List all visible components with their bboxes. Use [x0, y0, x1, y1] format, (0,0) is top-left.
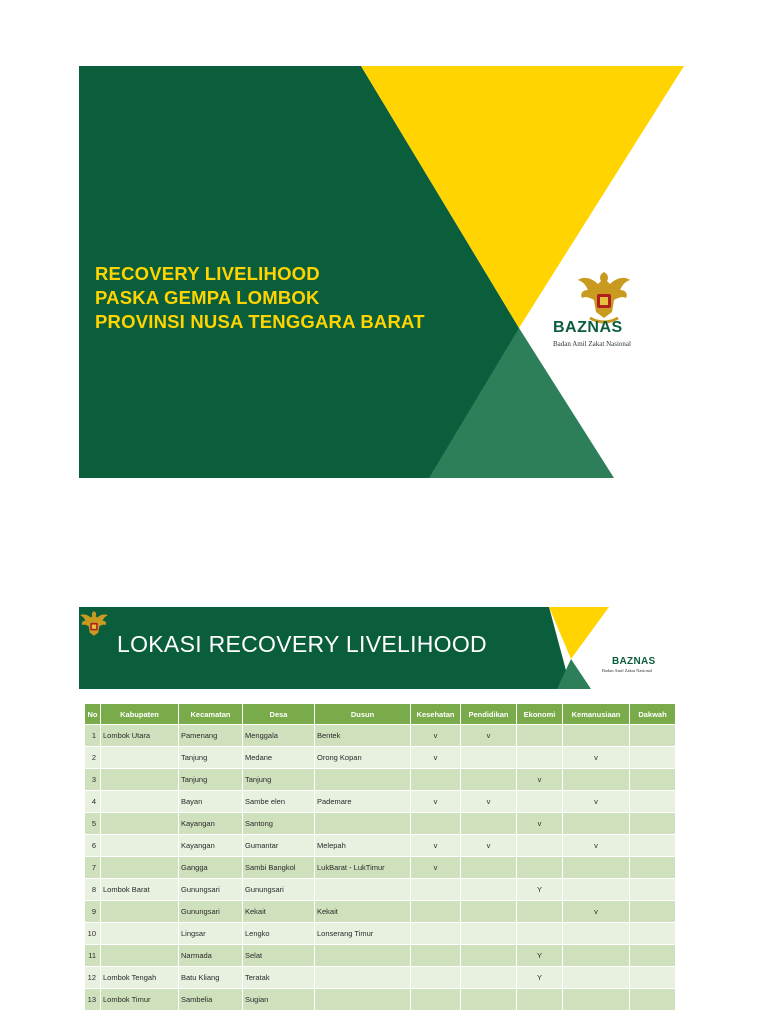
- table-cell: [517, 989, 563, 1011]
- table-cell: [461, 879, 517, 901]
- table-cell: Kekait: [243, 901, 315, 923]
- table-row: [85, 769, 676, 791]
- table-cell: 4: [85, 791, 101, 813]
- title-slide: [79, 66, 684, 478]
- table-cell: [563, 989, 630, 1011]
- table-cell: Santong: [243, 813, 315, 835]
- table-cell: [101, 923, 179, 945]
- table-cell: [461, 813, 517, 835]
- table-row: [85, 791, 676, 813]
- brand-name: BAZNAS: [553, 319, 623, 336]
- table-cell: Medane: [243, 747, 315, 769]
- table-cell: 1: [85, 725, 101, 747]
- table-cell: [411, 967, 461, 989]
- table-cell: [630, 879, 676, 901]
- table-cell: [563, 769, 630, 791]
- table-row: [85, 747, 676, 769]
- table-cell: Tanjung: [179, 747, 243, 769]
- table-cell: [315, 769, 411, 791]
- table-cell: Menggala: [243, 725, 315, 747]
- table-cell: v: [563, 835, 630, 857]
- table-cell: Y: [517, 879, 563, 901]
- table-cell: [315, 813, 411, 835]
- table-cell: [563, 945, 630, 967]
- table-cell: v: [461, 791, 517, 813]
- title-line-1: RECOVERY LIVELIHOOD: [95, 263, 320, 284]
- table-cell: [630, 945, 676, 967]
- table-cell: [517, 901, 563, 923]
- table-cell: Batu Kliang: [179, 967, 243, 989]
- table-cell: v: [411, 791, 461, 813]
- table-row: [85, 923, 676, 945]
- table-cell: [315, 879, 411, 901]
- table-cell: [517, 747, 563, 769]
- table-cell: [101, 945, 179, 967]
- table-cell: v: [563, 791, 630, 813]
- table-cell: Kekait: [315, 901, 411, 923]
- table-body: [85, 725, 676, 1011]
- column-header: Kabupaten: [101, 704, 179, 725]
- table-cell: Lombok Tengah: [101, 967, 179, 989]
- slide-title: [95, 262, 425, 334]
- column-header: Pendidikan: [461, 704, 517, 725]
- page-title: LOKASI RECOVERY LIVELIHOOD: [117, 631, 487, 657]
- table-cell: v: [461, 835, 517, 857]
- table-cell: [461, 945, 517, 967]
- table-cell: [630, 989, 676, 1011]
- column-header: Desa: [243, 704, 315, 725]
- table-cell: Y: [517, 945, 563, 967]
- table-cell: [563, 813, 630, 835]
- table-cell: [461, 747, 517, 769]
- table-cell: [630, 835, 676, 857]
- slide-header: [79, 607, 686, 689]
- table-cell: Teratak: [243, 967, 315, 989]
- table-cell: [101, 747, 179, 769]
- table-row: [85, 835, 676, 857]
- table-cell: 11: [85, 945, 101, 967]
- table-row: [85, 945, 676, 967]
- table-cell: Bentek: [315, 725, 411, 747]
- table-cell: [630, 791, 676, 813]
- table-cell: [563, 879, 630, 901]
- column-header: Kesehatan: [411, 704, 461, 725]
- table-cell: Bayan: [179, 791, 243, 813]
- table-cell: [630, 923, 676, 945]
- table-cell: Lombok Utara: [101, 725, 179, 747]
- table-cell: Sambi Bangkol: [243, 857, 315, 879]
- locations-table: [84, 703, 676, 1011]
- table-cell: [411, 989, 461, 1011]
- table-cell: v: [411, 835, 461, 857]
- table-cell: Melepah: [315, 835, 411, 857]
- table-cell: [461, 923, 517, 945]
- table-cell: [411, 769, 461, 791]
- table-cell: [517, 791, 563, 813]
- table-cell: 3: [85, 769, 101, 791]
- table-cell: [630, 725, 676, 747]
- table-cell: [411, 901, 461, 923]
- table-cell: [315, 967, 411, 989]
- table-cell: [563, 857, 630, 879]
- table-cell: [101, 769, 179, 791]
- table-cell: [517, 857, 563, 879]
- table-row: [85, 857, 676, 879]
- table-cell: Kayangan: [179, 813, 243, 835]
- title-line-3: PROVINSI NUSA TENGGARA BARAT: [95, 311, 425, 332]
- garuda-emblem-icon: [79, 607, 109, 641]
- table-cell: [411, 945, 461, 967]
- table-cell: Gunungsari: [179, 879, 243, 901]
- table-cell: [630, 967, 676, 989]
- table-cell: [411, 923, 461, 945]
- column-header: Kecamatan: [179, 704, 243, 725]
- table-cell: Lengko: [243, 923, 315, 945]
- table-row: [85, 725, 676, 747]
- table-cell: [517, 725, 563, 747]
- table-cell: [101, 857, 179, 879]
- table-header-row: [85, 704, 676, 725]
- table-cell: [630, 857, 676, 879]
- column-header: Dusun: [315, 704, 411, 725]
- table-cell: [101, 813, 179, 835]
- table-cell: Gumantar: [243, 835, 315, 857]
- table-cell: Y: [517, 967, 563, 989]
- table-cell: 13: [85, 989, 101, 1011]
- garuda-emblem-icon: [576, 266, 632, 326]
- table-row: [85, 989, 676, 1011]
- table-cell: [630, 813, 676, 835]
- table-cell: [411, 813, 461, 835]
- table-cell: 5: [85, 813, 101, 835]
- table-cell: LukBarat - LukTimur: [315, 857, 411, 879]
- brand-tagline: Badan Amil Zakat Nasional: [602, 668, 653, 673]
- table-cell: [101, 901, 179, 923]
- table-cell: 10: [85, 923, 101, 945]
- table-cell: Orong Kopan: [315, 747, 411, 769]
- table-cell: [461, 989, 517, 1011]
- table-cell: v: [411, 725, 461, 747]
- title-line-2: PASKA GEMPA LOMBOK: [95, 287, 320, 308]
- table-cell: [411, 879, 461, 901]
- table-cell: Sugian: [243, 989, 315, 1011]
- table-cell: Gunungsari: [243, 879, 315, 901]
- table-cell: [563, 923, 630, 945]
- table-cell: Tanjung: [179, 769, 243, 791]
- table-cell: [517, 923, 563, 945]
- table-cell: 9: [85, 901, 101, 923]
- table-row: [85, 967, 676, 989]
- table-cell: [461, 769, 517, 791]
- table-cell: Gunungsari: [179, 901, 243, 923]
- table-row: [85, 813, 676, 835]
- table-cell: Kayangan: [179, 835, 243, 857]
- table-cell: Tanjung: [243, 769, 315, 791]
- table-cell: Lingsar: [179, 923, 243, 945]
- table-row: [85, 901, 676, 923]
- table-cell: v: [411, 857, 461, 879]
- table-cell: [101, 835, 179, 857]
- table-cell: Pamenang: [179, 725, 243, 747]
- table-cell: Selat: [243, 945, 315, 967]
- column-header: Kemanusiaan: [563, 704, 630, 725]
- table-cell: v: [411, 747, 461, 769]
- table-cell: Gangga: [179, 857, 243, 879]
- table-cell: [101, 791, 179, 813]
- table-cell: Pademare: [315, 791, 411, 813]
- table-cell: Lombok Timur: [101, 989, 179, 1011]
- table-cell: 8: [85, 879, 101, 901]
- table-cell: [461, 967, 517, 989]
- table-cell: [630, 901, 676, 923]
- table-cell: v: [563, 901, 630, 923]
- table-cell: 7: [85, 857, 101, 879]
- table-cell: [630, 747, 676, 769]
- column-header: Dakwah: [630, 704, 676, 725]
- table-cell: [517, 835, 563, 857]
- brand-tagline: Badan Amil Zakat Nasional: [553, 340, 631, 348]
- table-cell: Lonserang Timur: [315, 923, 411, 945]
- table-cell: [315, 989, 411, 1011]
- column-header: No: [85, 704, 101, 725]
- table-cell: [461, 901, 517, 923]
- table-cell: Narmada: [179, 945, 243, 967]
- table-cell: [461, 857, 517, 879]
- table-cell: [315, 945, 411, 967]
- column-header: Ekonomi: [517, 704, 563, 725]
- table-cell: v: [461, 725, 517, 747]
- table-cell: [630, 769, 676, 791]
- table-row: [85, 879, 676, 901]
- table-cell: 2: [85, 747, 101, 769]
- table-cell: [563, 725, 630, 747]
- table-cell: v: [517, 769, 563, 791]
- table-cell: 6: [85, 835, 101, 857]
- table-cell: Lombok Barat: [101, 879, 179, 901]
- table-cell: v: [563, 747, 630, 769]
- table-cell: Sambelia: [179, 989, 243, 1011]
- table-cell: 12: [85, 967, 101, 989]
- table-cell: [563, 967, 630, 989]
- table-cell: Sambe elen: [243, 791, 315, 813]
- table-cell: v: [517, 813, 563, 835]
- locations-slide: [79, 607, 686, 1024]
- brand-name: BAZNAS: [612, 656, 656, 667]
